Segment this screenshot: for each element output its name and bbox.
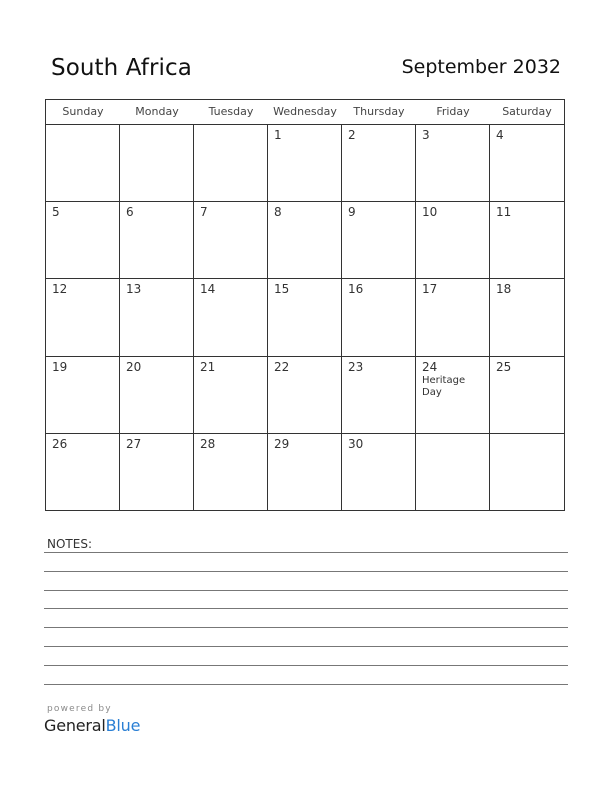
day-cell: [416, 125, 490, 202]
day-number: 12: [52, 282, 68, 297]
day-cell: [268, 202, 342, 279]
weekday-tuesday: Tuesday: [208, 105, 254, 118]
day-number: 16: [348, 282, 364, 297]
note-line: [44, 552, 568, 553]
weekday-monday: Monday: [135, 105, 179, 118]
note-line: [44, 684, 568, 685]
day-cell: [194, 434, 268, 511]
day-number: 23: [348, 359, 364, 374]
day-number: 28: [200, 436, 216, 451]
day-number: 26: [52, 436, 68, 451]
notes-label: NOTES:: [47, 537, 92, 551]
day-number: 21: [200, 359, 216, 374]
day-cell: [342, 202, 416, 279]
weekday-thursday: Thursday: [353, 105, 405, 118]
note-line: [44, 646, 568, 647]
day-number: 3: [422, 128, 430, 142]
day-number: 8: [274, 205, 282, 220]
note-line: [44, 665, 568, 666]
calendar-grid: [45, 99, 565, 511]
day-number: 15: [274, 282, 290, 297]
weekday-saturday: Saturday: [502, 105, 552, 118]
day-cell: [194, 125, 268, 202]
day-number: 13: [126, 282, 142, 297]
day-cell: [268, 357, 342, 434]
note-line: [44, 608, 568, 609]
day-cell: [268, 434, 342, 511]
weekday-friday: Friday: [436, 105, 470, 118]
day-cell: [268, 279, 342, 356]
day-cell: [194, 279, 268, 356]
country-title: South Africa: [51, 55, 192, 81]
day-cell: [416, 279, 490, 356]
weekday-wednesday: Wednesday: [273, 105, 337, 118]
note-line: [44, 627, 568, 628]
day-cell: [342, 434, 416, 511]
day-cell: [120, 279, 194, 356]
day-number: 18: [496, 282, 512, 297]
day-cell: [490, 125, 564, 202]
day-cell: [46, 202, 120, 279]
brand-general: General: [44, 716, 106, 735]
holiday-label: Heritage Day: [422, 374, 466, 398]
day-number: 25: [496, 359, 512, 374]
day-number: 29: [274, 436, 290, 451]
day-number: 10: [422, 205, 438, 220]
day-number: 22: [274, 359, 290, 374]
day-cell: [194, 357, 268, 434]
brand-blue: Blue: [105, 716, 141, 735]
day-number: 30: [348, 436, 364, 451]
day-cell: [490, 357, 564, 434]
weekday-sunday: Sunday: [62, 105, 104, 118]
day-number: 11: [496, 205, 512, 220]
day-cell: [416, 202, 490, 279]
day-cell: [342, 125, 416, 202]
day-cell: [416, 357, 490, 434]
day-number: 24: [422, 359, 438, 374]
day-cell: [120, 202, 194, 279]
day-cell: [416, 434, 490, 511]
day-cell: [120, 125, 194, 202]
powered-by-text: powered by: [47, 704, 112, 714]
day-number: 6: [126, 205, 134, 220]
day-number: 14: [200, 282, 216, 297]
note-line: [44, 571, 568, 572]
day-cell: [268, 125, 342, 202]
note-line: [44, 590, 568, 591]
day-cell: [490, 434, 564, 511]
day-cell: [120, 434, 194, 511]
day-number: 1: [274, 128, 282, 142]
day-cell: [120, 357, 194, 434]
day-cell: [490, 279, 564, 356]
day-cell: [46, 357, 120, 434]
day-number: 5: [52, 205, 60, 220]
day-cell: [490, 202, 564, 279]
day-cell: [46, 279, 120, 356]
day-number: 7: [200, 205, 208, 220]
month-year-title: September 2032: [401, 56, 561, 78]
day-cell: [194, 202, 268, 279]
day-number: 17: [422, 282, 438, 297]
day-number: 20: [126, 359, 142, 374]
generalblue-logo: [44, 716, 140, 735]
day-cell: [46, 434, 120, 511]
weekday-header-row: [46, 100, 564, 125]
day-cell: [46, 125, 120, 202]
day-number: 4: [496, 128, 504, 142]
calendar-weeks: [46, 125, 564, 511]
day-cell: [342, 357, 416, 434]
day-number: 9: [348, 205, 356, 220]
day-number: 2: [348, 128, 356, 142]
day-number: 27: [126, 436, 142, 451]
day-number: 19: [52, 359, 68, 374]
day-cell: [342, 279, 416, 356]
